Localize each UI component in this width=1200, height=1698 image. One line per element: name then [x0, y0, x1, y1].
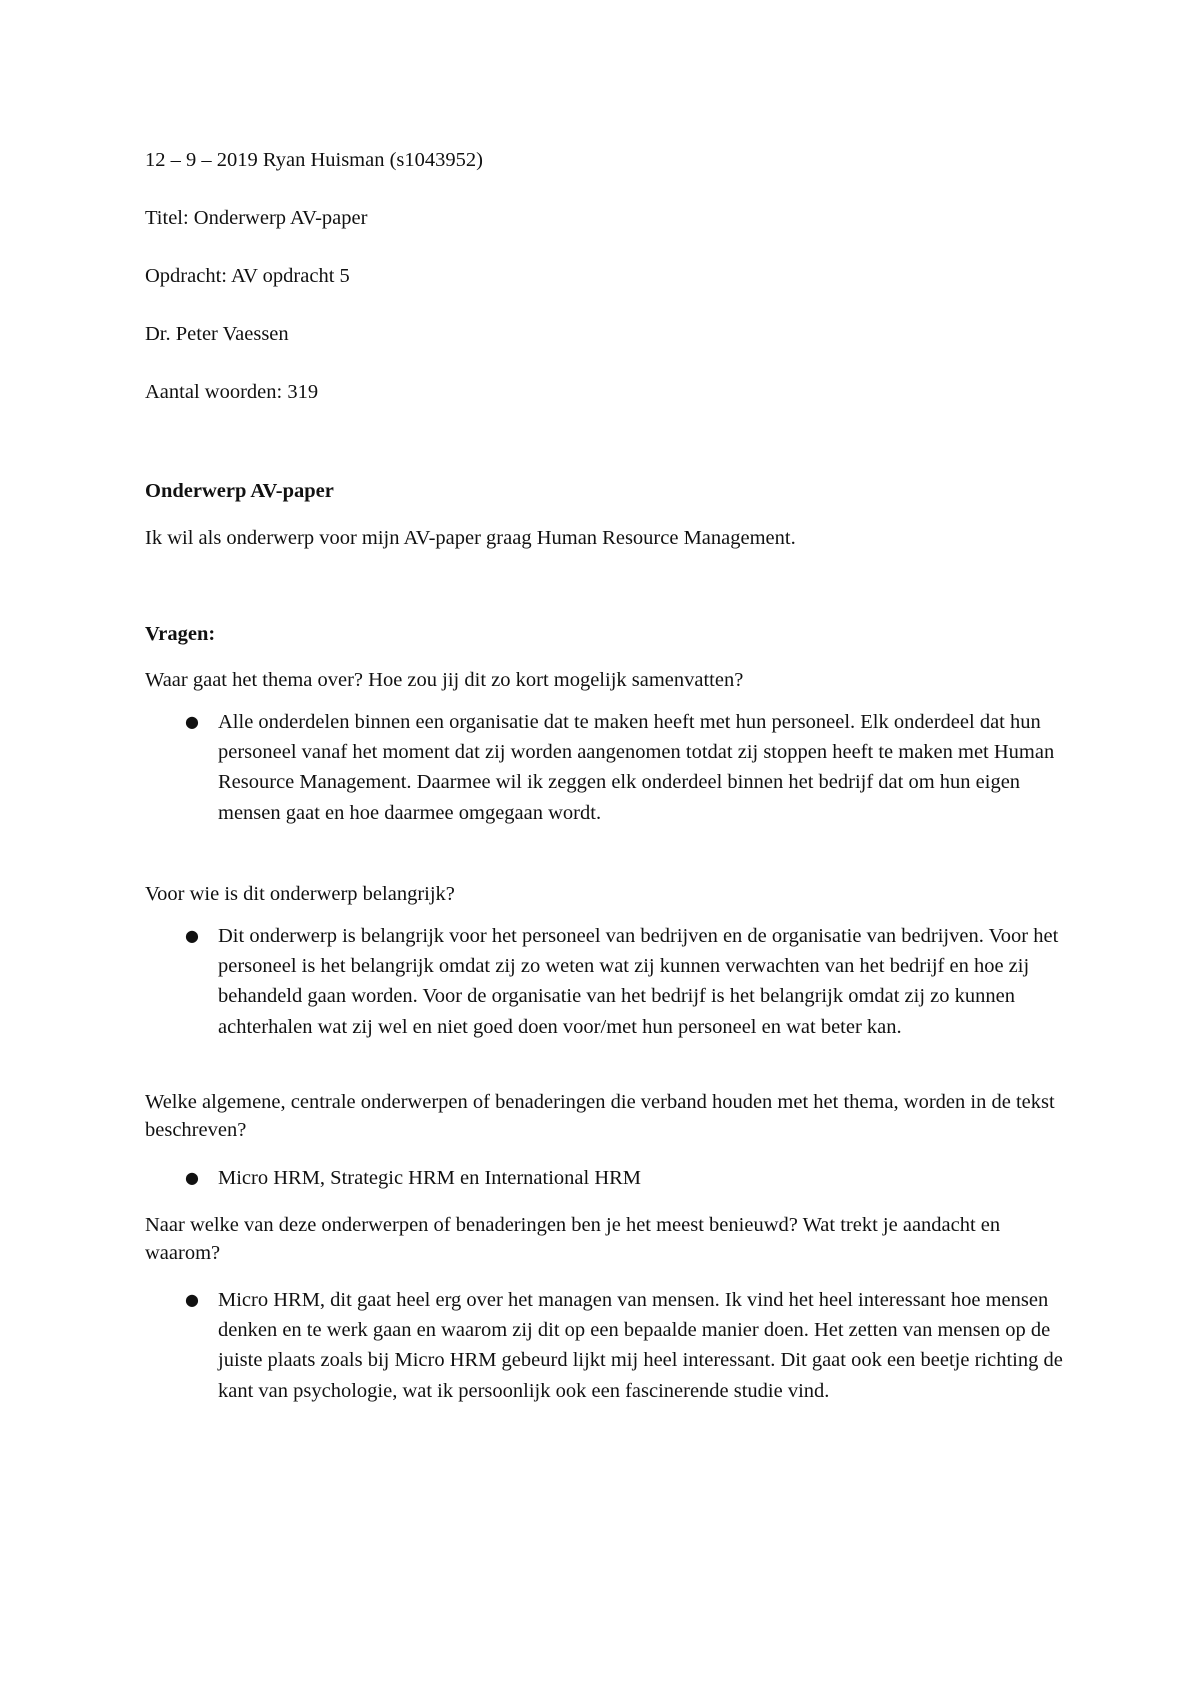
question-2: Voor wie is dit onderwerp belangrijk? — [145, 883, 455, 905]
bullet-icon: ● — [185, 1290, 199, 1309]
topic-heading: Onderwerp AV-paper — [145, 480, 334, 502]
date-author-line: 12 – 9 – 2019 Ryan Huisman (s1043952) — [145, 149, 483, 171]
teacher-line: Dr. Peter Vaessen — [145, 323, 289, 345]
assignment-line: Opdracht: AV opdracht 5 — [145, 265, 350, 287]
question-1: Waar gaat het thema over? Hoe zou jij dit zo kort mogelijk samenvatten? — [145, 669, 744, 691]
bullet-icon: ● — [185, 1168, 199, 1187]
question-3: Welke algemene, centrale onderwerpen of benaderingen die verband houden met het thema, worden in de tekst beschreven? — [145, 1091, 1055, 1141]
answer-1-text: Alle onderdelen binnen een organisatie dat te maken heeft met hun personeel. Elk onderdeel dat hun personeel vanaf het moment dat zij worden aangenomen totdat zij stoppen heeft te maken met Human Resource Management. Daarmee wil ik zeggen elk onderdeel binnen het bedrijf dat om hun eigen mensen gaat en hoe daarmee omgegaan wordt. — [218, 711, 1055, 824]
answer-3-text: Micro HRM, Strategic HRM en International HRM — [218, 1167, 642, 1189]
bullet-icon: ● — [185, 712, 199, 731]
bullet-icon: ● — [185, 926, 199, 945]
topic-text: Ik wil als onderwerp voor mijn AV-paper graag Human Resource Management. — [145, 527, 796, 549]
title-line: Titel: Onderwerp AV-paper — [145, 207, 368, 229]
answer-4-text: Micro HRM, dit gaat heel erg over het managen van mensen. Ik vind het heel interessant hoe mensen denken en te werk gaan en waarom zij dit op een bepaalde manier doen. Het zetten van mensen op de juiste plaats zoals bij Micro HRM gebeurd lijkt mij heel interessant. Dit gaat ook een beetje richting de kant van psychologie, wat ik persoonlijk ook een fascinerende studie vind. — [218, 1289, 1063, 1402]
wordcount-line: Aantal woorden: 319 — [145, 381, 319, 403]
answer-2-text: Dit onderwerp is belangrijk voor het personeel van bedrijven en de organisatie van bedrijven. Voor het personeel is het belangrijk omdat zij zo weten wat zij kunnen verwachten van het bedrijf en hoe zij behandeld gaan worden. Voor de organisatie van het bedrijf is het belangrijk omdat zij zo kunnen achterhalen wat zij wel en niet goed doen voor/met hun personeel en wat beter kan. — [218, 925, 1059, 1038]
question-4: Naar welke van deze onderwerpen of benaderingen ben je het meest benieuwd? Wat trekt je aandacht en waarom? — [145, 1214, 1001, 1264]
questions-heading: Vragen: — [145, 623, 216, 645]
